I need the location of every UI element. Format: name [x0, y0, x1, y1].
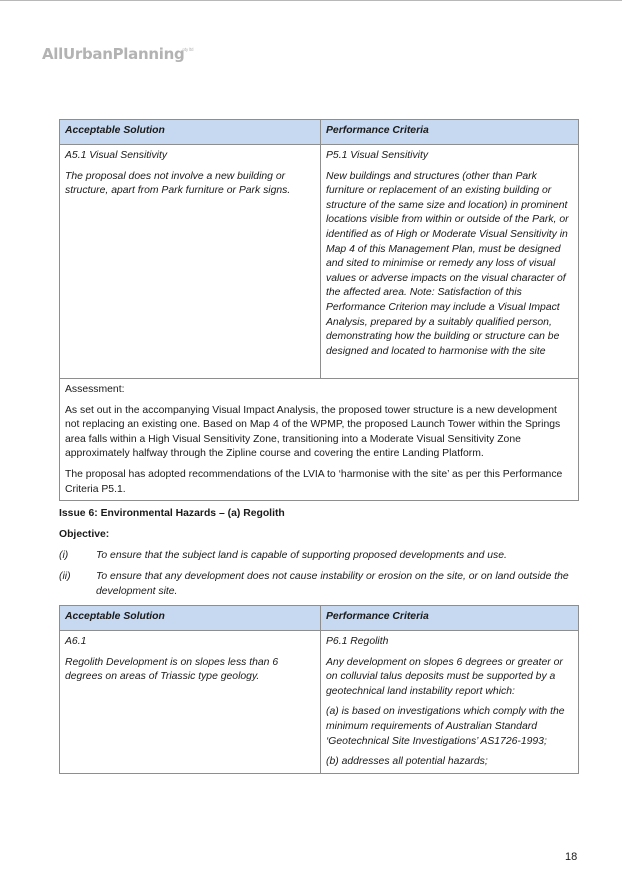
logo-suffix: pty ltd: [182, 47, 194, 52]
acceptable-solution-body: Regolith Development is on slopes less than 6 degrees on areas of Triassic type geology.: [65, 656, 279, 683]
assessment-cell: [60, 379, 579, 501]
col-header-acceptable-solution: Acceptable Solution: [60, 120, 321, 145]
performance-criteria-title: P6.1 Regolith: [326, 636, 389, 647]
logo-text: AllUrbanPlanning: [42, 45, 185, 63]
objective-number: (ii): [59, 571, 71, 582]
performance-criteria-title: P5.1 Visual Sensitivity: [326, 150, 429, 161]
objective-text: To ensure that the subject land is capable of supporting proposed developments and use.: [96, 550, 507, 561]
performance-criteria-cell: [321, 631, 579, 774]
table-row: [60, 145, 579, 379]
col-header-performance-criteria: Performance Criteria: [321, 606, 579, 631]
acceptable-solution-cell: [60, 145, 321, 379]
acceptable-solution-title: A6.1: [65, 636, 87, 647]
col-header-acceptable-solution: Acceptable Solution: [60, 606, 321, 631]
issue-heading: Issue 6: Environmental Hazards – (a) Regolith: [59, 508, 285, 519]
col-header-performance-criteria: Performance Criteria: [321, 120, 579, 145]
objective-item: [59, 549, 584, 564]
page-top-rule: [0, 0, 622, 1]
acceptable-solution-title: A5.1 Visual Sensitivity: [65, 150, 168, 161]
company-logo: [42, 45, 193, 63]
assessment-paragraph: The proposal has adopted recommendations of the LVIA to ‘harmonise with the site’ as per this Performance Criteria P5.1.: [65, 468, 563, 495]
performance-criteria-body: New buildings and structures (other than Park furniture or replacement of an existing building or structure of the same size and location) in prominent locations visible from within or outside of the Park, or identified as of High or Moderate Visual Sensitivity in Map 4 of this Management Plan, must be designed and sited to minimise or remedy any loss of visual values or adverse impacts on the visual character of the affected area. Note: Satisfaction of this Performance Criterion may include a Visual Impact Analysis, prepared by a suitably qualified person, demonstrating how the building or structure can be designed and located to harmonise with the site: [326, 170, 569, 357]
acceptable-solution-body: The proposal does not involve a new building or structure, apart from Park furniture or Park signs.: [65, 170, 291, 197]
performance-criteria-paragraph: (a) is based on investigations which comply with the minimum requirements of Australian Standard ‘Geotechnical Site Investigations’ AS1726-1993;: [326, 706, 565, 747]
assessment-label: Assessment:: [65, 384, 125, 395]
objective-number: (i): [59, 550, 69, 561]
table-header-row: [60, 120, 579, 145]
visual-sensitivity-table: [59, 119, 579, 501]
acceptable-solution-cell: [60, 631, 321, 774]
objective-label: Objective:: [59, 529, 110, 540]
page-number: 18: [565, 851, 578, 863]
objective-text: To ensure that any development does not cause instability or erosion on the site, or on land outside the development site.: [96, 571, 569, 597]
performance-criteria-cell: [321, 145, 579, 379]
objective-item: [59, 570, 584, 599]
assessment-row: [60, 379, 579, 501]
table-header-row: [60, 606, 579, 631]
performance-criteria-paragraph: Any development on slopes 6 degrees or greater or on colluvial talus deposits must be supported by a geotechnical land instability report which:: [326, 656, 563, 697]
performance-criteria-paragraph: (b) addresses all potential hazards;: [326, 756, 488, 768]
regolith-table: [59, 605, 579, 774]
table-row: [60, 631, 579, 774]
assessment-paragraph: As set out in the accompanying Visual Impact Analysis, the proposed tower structure is a new development not replacing an existing one. Based on Map 4 of the WPMP, the proposed Launch Tower within the Springs area falls within a High Visual Sensitivity Zone, transitioning into a Moderate Visual Sensitivity Zone approximately halfway through the Zipline course and covering the entire Landing Platform.: [65, 404, 561, 460]
